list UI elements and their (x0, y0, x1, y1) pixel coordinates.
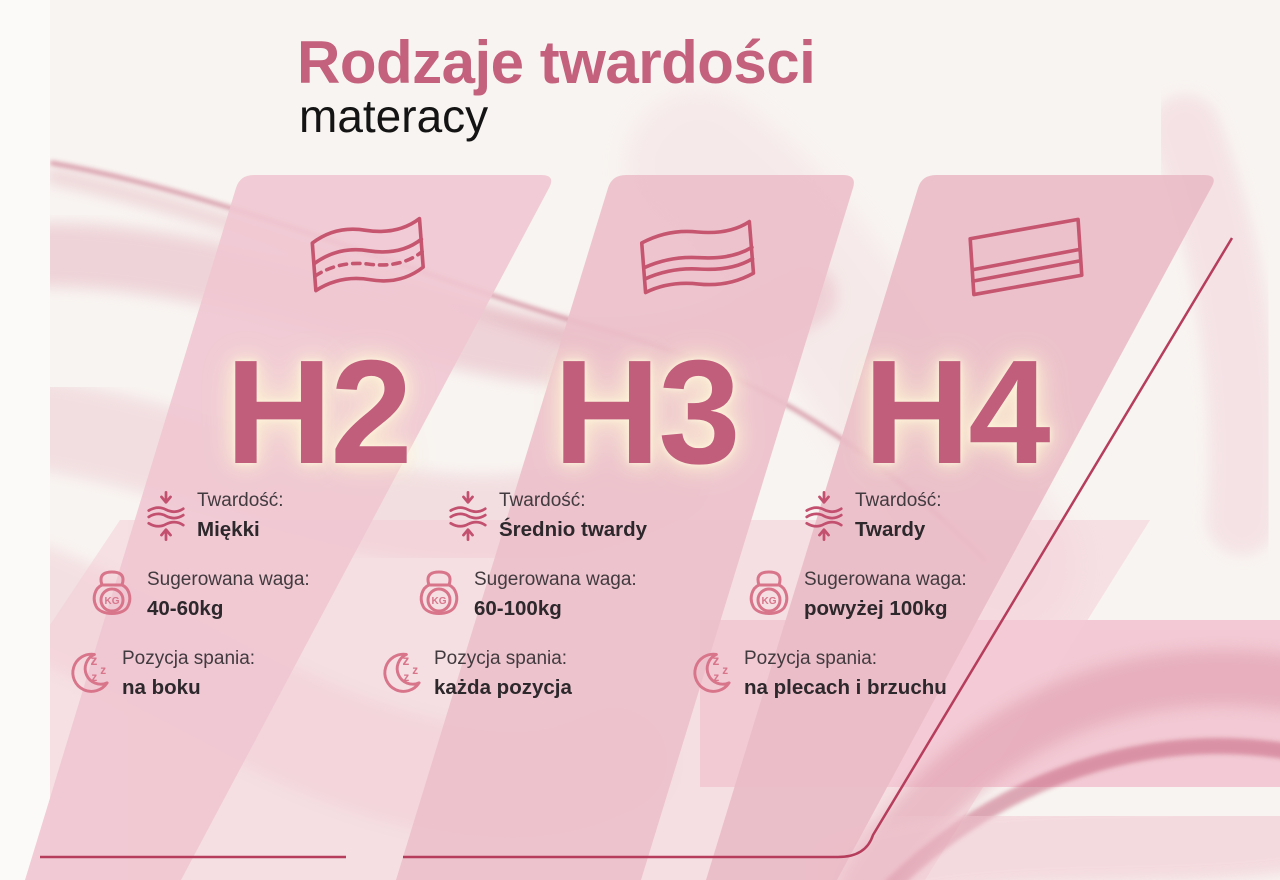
compression-icon (804, 489, 844, 543)
hardness-row (804, 487, 942, 544)
hardness-value: Twardy (855, 518, 926, 541)
weight-label: Sugerowana waga: (804, 569, 967, 590)
sleep-label: Pozycja spania: (744, 648, 878, 669)
page-subtitle: materacy (299, 90, 489, 142)
column-h3-label: H3 (553, 330, 739, 495)
moon-zzz-icon (688, 650, 733, 698)
hardness-row (146, 487, 284, 544)
mattress-medium-icon (632, 212, 767, 316)
compression-icon (448, 489, 488, 543)
hardness-label: Twardość: (855, 490, 942, 511)
weight-row (745, 566, 967, 623)
weight-row (88, 566, 310, 623)
hardness-value: Miękki (197, 518, 260, 541)
moon-zzz-icon (66, 650, 111, 698)
mattress-firm-icon (960, 212, 1095, 316)
weight-label: Sugerowana waga: (147, 569, 310, 590)
kettlebell-kg-icon (415, 569, 463, 621)
sleep-value: każda pozycja (434, 676, 572, 699)
title-block (297, 30, 815, 140)
moon-zzz-icon (378, 650, 423, 698)
kettlebell-kg-icon (88, 569, 136, 621)
sleep-value: na plecach i brzuchu (744, 676, 947, 699)
compression-icon (146, 489, 186, 543)
sleep-label: Pozycja spania: (122, 648, 256, 669)
weight-row (415, 566, 637, 623)
sleep-value: na boku (122, 676, 201, 699)
weight-value: 40-60kg (147, 597, 224, 620)
page-title: Rodzaje twardości (297, 29, 816, 96)
sleep-position-row (688, 645, 947, 702)
column-h2-label: H2 (225, 330, 411, 495)
hardness-value: Średnio twardy (499, 518, 648, 541)
weight-value: powyżej 100kg (804, 597, 948, 620)
column-h4-label: H4 (863, 330, 1049, 495)
sleep-label: Pozycja spania: (434, 648, 568, 669)
sleep-position-row (66, 645, 255, 702)
hardness-label: Twardość: (499, 490, 586, 511)
hardness-row (448, 487, 647, 544)
hardness-label: Twardość: (197, 490, 284, 511)
weight-value: 60-100kg (474, 597, 562, 620)
kettlebell-kg-icon (745, 569, 793, 621)
sleep-position-row (378, 645, 572, 702)
mattress-soft-icon (302, 208, 437, 312)
weight-label: Sugerowana waga: (474, 569, 637, 590)
